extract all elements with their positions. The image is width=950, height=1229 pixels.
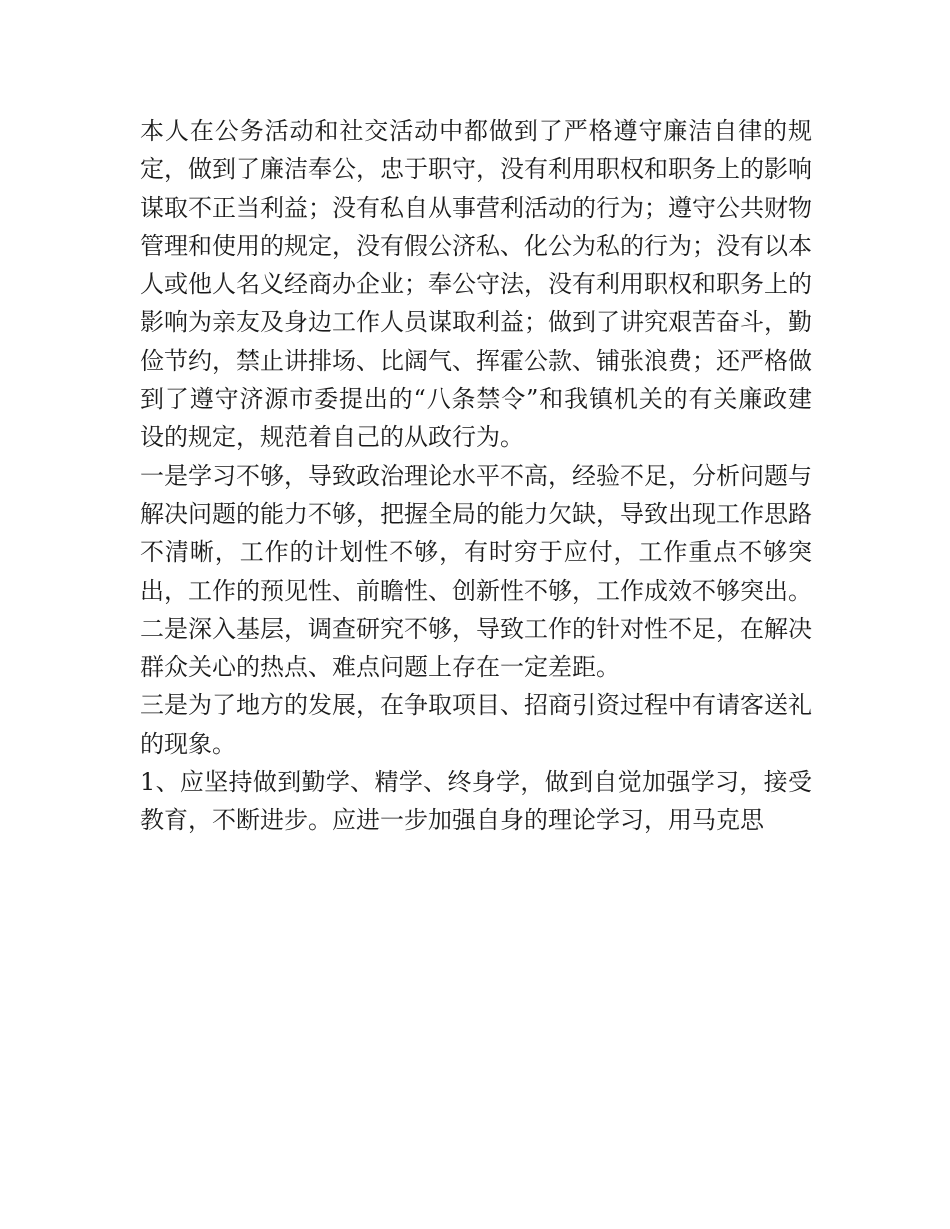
document-page: [140, 112, 812, 840]
paragraph-problem-one: 一是学习不够，导致政治理论水平不高，经验不足，分析问题与解决问题的能力不够，把握全局的能力欠缺，导致出现工作思路不清晰，工作的计划性不够，有时穷于应付，工作重点不够突出，工作的预见性、前瞻性、创新性不够，工作成效不够突出。: [140, 461, 812, 605]
paragraph-self-discipline: 本人在公务活动和社交活动中都做到了严格遵守廉洁自律的规定，做到了廉洁奉公，忠于职守，没有利用职权和职务上的影响谋取不正当利益；没有私自从事营利活动的行为；遵守公共财物管理和使用的规定，没有假公济私、化公为私的行为；没有以本人或他人名义经商办企业；奉公守法，没有利用职权和职务上的影响为亲友及身边工作人员谋取利益；做到了讲究艰苦奋斗，勤俭节约，禁止讲排场、比阔气、挥霍公款、铺张浪费；还严格做到了遵守济源市委提出的“八条禁令”和我镇机关的有关廉政建设的规定，规范着自己的从政行为。: [140, 117, 812, 452]
paragraph-problem-two: 二是深入基层，调查研究不够，导致工作的针对性不足，在解决群众关心的热点、难点问题上存在一定差距。: [140, 614, 812, 682]
paragraph-measure-one: 1、应坚持做到勤学、精学、终身学，做到自觉加强学习，接受教育，不断进步。应进一步加强自身的理论学习，用马克思: [140, 768, 812, 835]
paragraph-problem-three: 三是为了地方的发展，在争取项目、招商引资过程中有请客送礼的现象。: [140, 691, 812, 758]
